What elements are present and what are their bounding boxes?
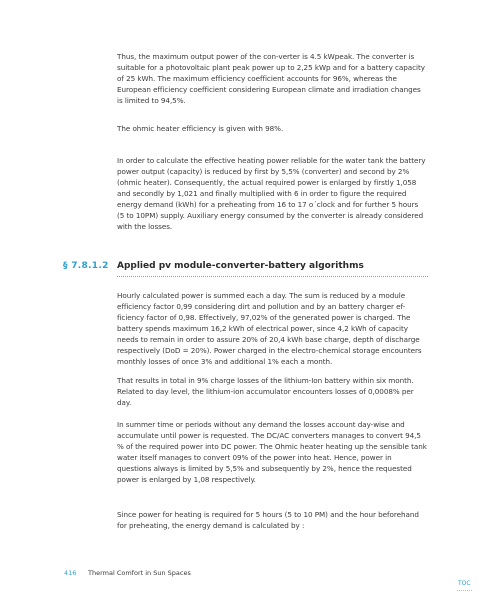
paragraph-text: In summer time or periods without any demand the losses account day-wise and accumulate until power is requested. The DC/AC converters manages to convert 94,5 % of the required power into DC power. The Ohmic heater heating up the sensible tank water itself manages to convert 09% of the power into heat. Hence, power in questions always is limited by 5,5% and subsequently by 2%, hence the requested power is enlarged by 1,08 respectively. <box>117 420 427 484</box>
paragraph-text: The ohmic heater efficiency is given with 98%. <box>117 124 284 133</box>
body-paragraph-2 <box>117 123 427 134</box>
section-paragraph-2 <box>117 375 427 408</box>
toc-underline <box>457 590 472 591</box>
section-title: Applied pv module-converter-battery algorithms <box>117 261 364 271</box>
section-divider <box>117 276 428 277</box>
page-number: 416 <box>64 569 77 577</box>
paragraph-text: That results in total in 9% charge losses of the lithium-Ion battery within six month. Related to day level, the lithium-ion accumulator encounters losses of 0,0008% per day. <box>117 376 414 407</box>
section-paragraph-4 <box>117 509 427 531</box>
toc-link[interactable]: TOC <box>458 580 471 587</box>
paragraph-text: Since power for heating is required for 5 hours (5 to 10 PM) and the hour beforehand for preheating, the energy demand is calculated by : <box>117 510 419 530</box>
section-number: § 7.8.1.2 <box>63 261 109 271</box>
footer-book-title: Thermal Comfort in Sun Spaces <box>88 569 191 577</box>
section-paragraph-1 <box>117 290 427 367</box>
paragraph-text: Hourly calculated power is summed each a day. The sum is reduced by a module efficiency factor 0,99 considering dirt and pollution and by an battery charger ef-ficiency factor of 0,98. Effectively, 97,02% of the generated power is charged. The battery spends maximum 16,2 kWh of electrical power, since 4,2 kWh of capacity needs to remain in order to assure 20% of 20,4 kWh base charge, depth of discharge respectively (DoD = 20%). Power charged in the electro-chemical storage encounters monthly losses of once 3% and additional 1% each a month. <box>117 291 422 366</box>
paragraph-text: In order to calculate the effective heating power reliable for the water tank the battery power output (capacity) is reduced by first by 5,5% (converter) and second by 2% (ohmic heater). Consequently, the actual required power is enlarged by firstly 1,058 and secondly by 1,021 and finally multiplied with 6 in order to figure the required energy demand (kWh) for a preheating from 16 to 17 o´clock and for further 5 hours (5 to 10PM) supply. Auxiliary energy consumed by the converter is already considered with the losses. <box>117 156 426 231</box>
body-paragraph-1 <box>117 51 427 106</box>
section-paragraph-3 <box>117 419 427 485</box>
paragraph-text: Thus, the maximum output power of the con-verter is 4.5 kWpeak. The converter is suitable for a photovoltaic plant peak power up to 2,25 kWp and for a battery capacity of 25 kWh. The maximum efficiency coefficient accounts for 96%, whereas the European efficiency coefficient considering European climate and irradiation changes is limited to 94,5%. <box>117 52 425 105</box>
body-paragraph-3 <box>117 155 427 232</box>
